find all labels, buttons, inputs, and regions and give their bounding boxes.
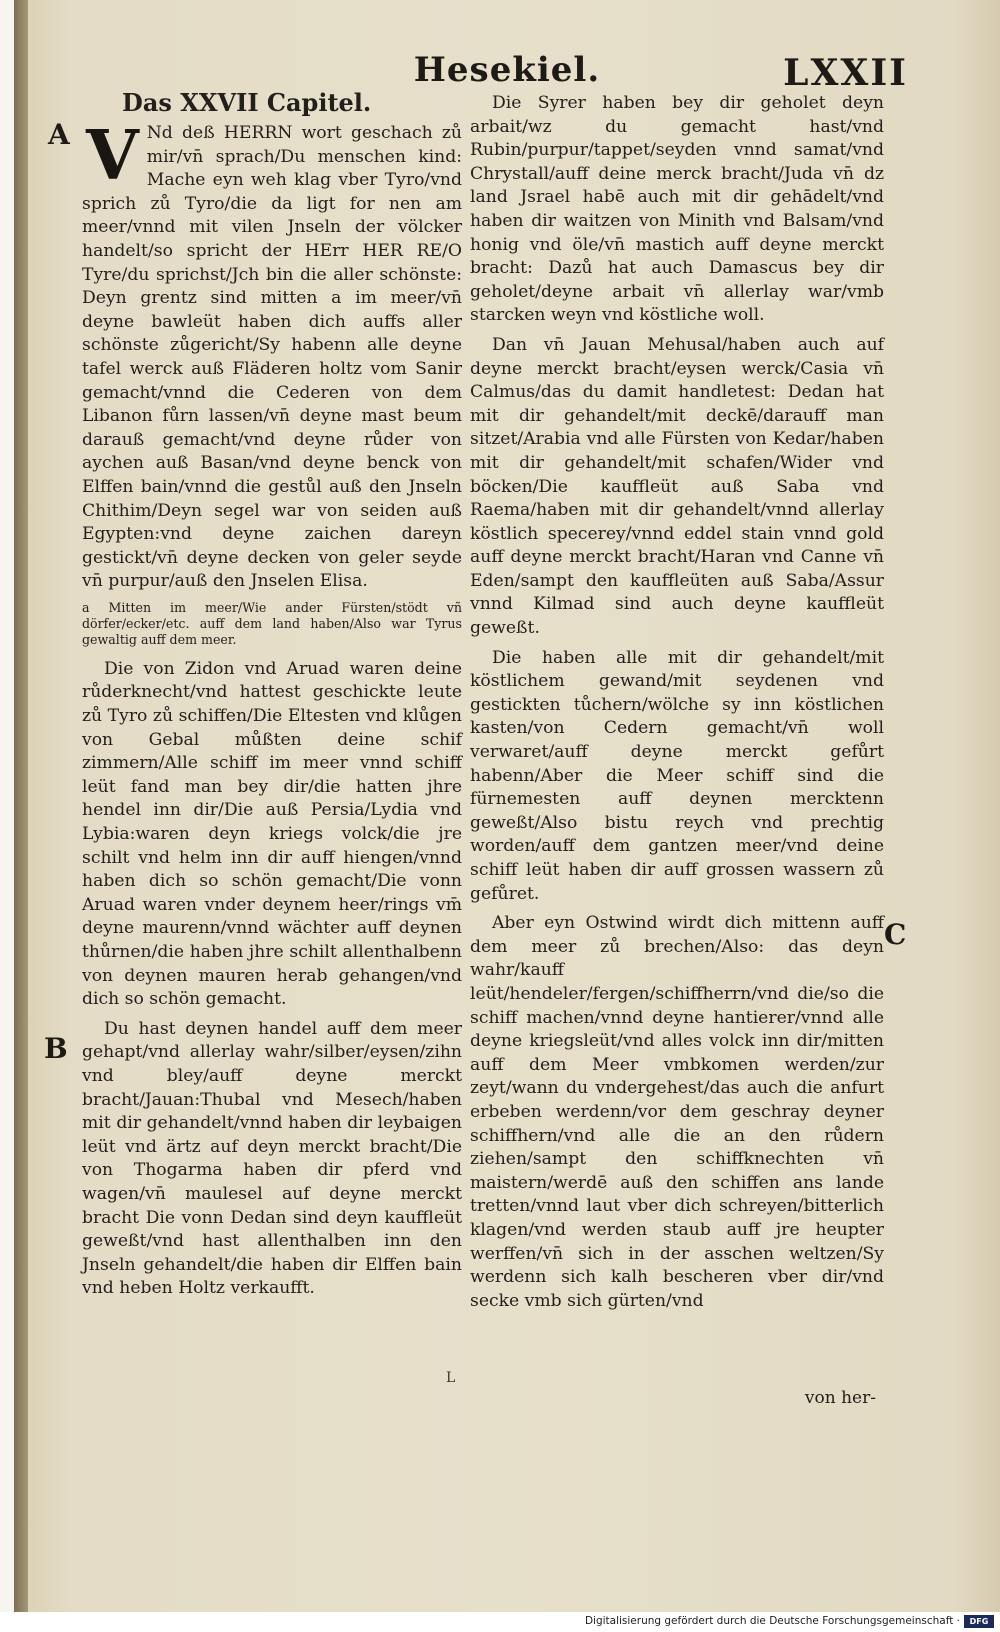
margin-letter-b: B: [44, 1032, 68, 1065]
paragraph: [82, 116, 462, 594]
paragraph: Die Syrer haben bey dir geholet deyn arbait/wz du gemacht hast/vnd Rubin/purpur/tappet/seyden vnnd samat/vnd Chrystall/auff deine merck bracht/Juda vn̄ dz land Jsrael habē auch mit dir gehādelt/vnd haben dir waitzen von Minith vnd Balsam/vnd honig vnd öle/vn̄ mastich auff deyne merckt bracht: Dazů hat auch Damascus bey dir geholet/deyne arbait vn̄ allerlay war/vmb starcken weyn vnd köstliche woll.: [470, 93, 884, 326]
left-column: [82, 88, 462, 1307]
catchword: von her-: [804, 1388, 876, 1408]
chapter-heading: Das XXVII Capitel.: [122, 88, 372, 117]
paragraph: Die von Zidon vnd Aruad waren deine růderknecht/vnd hattest geschickte leute zů Tyro zů schiffen/Die Eltesten vnd klůgen von Gebal můßten deine schif zimmern/Alle schiff im meer vnnd schiff leüt fand man bey dir/die hatten jhre hendel inn dir/Die auß Persia/Lydia vnd Lybia:waren deyn kriegs volck/die jre schilt vnd helm inn dir auff hiengen/vnnd haben dich so schön gemacht/Die vonn Aruad waren vnder deynem heer/rings vm̄ deyne maurenn/vnnd wächter auff deynen thůrnen/die haben jhre schilt allenthalbenn von deynen mauren herab gehangen/vnd dich so schön gemacht.: [82, 658, 462, 1010]
paragraph: Du hast deynen handel auff dem meer gehapt/vnd allerlay wahr/silber/eysen/zihn vnd bley/auff deyne merckt bracht/Jauan:Thubal vnd Mesech/haben mit dir gehandelt/vnnd haben dir leybaigen leüt vnd ärtz auf deyn merckt bracht/Die von Thogarma haben dir pferd vnd wagen/vn̄ maulesel auf deyne merckt bracht Die vonn Dedan sind deyn kauffleüt geweßt/vnd hast allenthalben inn den Jnseln gehandelt/die haben dir Elffen bain vnd heben Holtz verkaufft.: [82, 1018, 462, 1299]
running-title: Hesekiel.: [413, 50, 601, 90]
book-page: [14, 0, 1000, 1612]
paragraph: Dan vn̄ Jauan Mehusal/haben auch auf deyne merckt bracht/eysen werck/Casia vn̄ Calmus/das du damit handletest: Dedan hat mit dir gehandelt/mit deckē/darauff man sitzet/Arabia vnd alle Fürsten von Kedar/haben mit dir gehandelt/mit schafen/Wider vnd böcken/Die kauffleüt auß Saba vnd Raema/haben mit dir gehandelt/vnnd allerlay köstlich specerey/vnnd eddel stain vnnd gold auff deyne merckt bracht/Haran vnd Canne vn̄ Eden/sampt den kauffleüten auß Saba/Assur vnnd Kilmad sind auch deyne kauffleüt geweßt.: [470, 334, 884, 639]
right-column: [470, 92, 884, 1319]
folio-number: LXXII: [783, 52, 908, 94]
signature-mark: L: [446, 1370, 456, 1386]
paragraph: Aber eyn Ostwind wirdt dich mittenn auff dem meer zů brechen/Also: das deyn wahr/kauff leüt/hendeler/fergen/schiffherrn/vnd die/so die schiff machen/vnnd deyne hantierer/vnnd alle deyne kriegsleüt/vnd alles volck inn dir/mitten auff dem Meer vmbkomen werden/zur zeyt/wann du vndergehest/das auch die anfurt erbeben werdenn/vor dem geschray deyner schiffhern/vnd alle die an den růdern ziehen/sampt den schiffknechten vn̄ maistern/werdē auß den schiffen ans lande tretten/vnnd laut vber dich schreyen/bitterlich klagen/vnd werden staub auff jre heupter werffen/vn̄ sich in der asschen weltzen/Sy werdenn sich kalh bescheren vber dir/vnd secke vmb sich gürten/vnd: [470, 913, 884, 1311]
paragraph: Die haben alle mit dir gehandelt/mit köstlichem gewand/mit seydenen vnd gestickten tůchern/wölche sy inn köstlichen kasten/von Cedern gemacht/vn̄ woll verwaret/auff deyne merckt gefůrt habenn/Aber die Meer schiff sind die fürnemesten auff deynen mercktenn geweßt/Also bistu reych vnd prechtig worden/auff dem gantzen meer/vnd deine schiff leüt haben dir auff grossen wassern zů gefůret.: [470, 647, 884, 904]
footer-bar: [0, 1612, 1000, 1632]
binding-edge: [14, 0, 28, 1612]
margin-letter-a: A: [48, 118, 70, 151]
marginal-gloss: a Mitten im meer/Wie ander Fürsten/stödt vñ dörfer/ecker/etc. auff dem land haben/Also war Tyrus gewaltig auff dem meer.: [82, 599, 462, 647]
dfg-logo-icon: DFG: [964, 1615, 994, 1628]
drop-capital: V: [86, 116, 139, 196]
margin-letter-c: C: [884, 918, 907, 951]
paragraph-text: Nd deß HERRN wort geschach zů mir/vn̄ sprach/Du menschen kind: Mache eyn weh klag vber Tyro/vnd sprich zů Tyro/die da ligt for nen am meer/vnnd mit vilen Jnseln der völcker handelt/so spricht der HErr HER RE/O Tyre/du sprichst/Jch bin die aller schönste: Deyn grentz sind mitten a im meer/vn̄ deyne bawleüt haben dich auffs aller schönste zůgericht/Sy habenn alle deyne tafel werck auß Fläderen holtz vom Sanir gemacht/vnnd die Cederen von dem Libanon fůrn lassen/vn̄ deyne mast beum darauß gemacht/vnd deyne růder von aychen auß Basan/vnd deyne benck von Elffen bain/vnnd die gestůl auß den Jnseln Chithim/Deyn segel war von seiden auß Egypten:vnd deyne zaichen dareyn gestickt/vn̄ deyne decken von geler seyde vn̄ purpur/auß den Jnselen Elisa.: [82, 123, 462, 592]
funding-credit: Digitalisierung gefördert durch die Deutsche Forschungsgemeinschaft ·: [584, 1615, 960, 1627]
